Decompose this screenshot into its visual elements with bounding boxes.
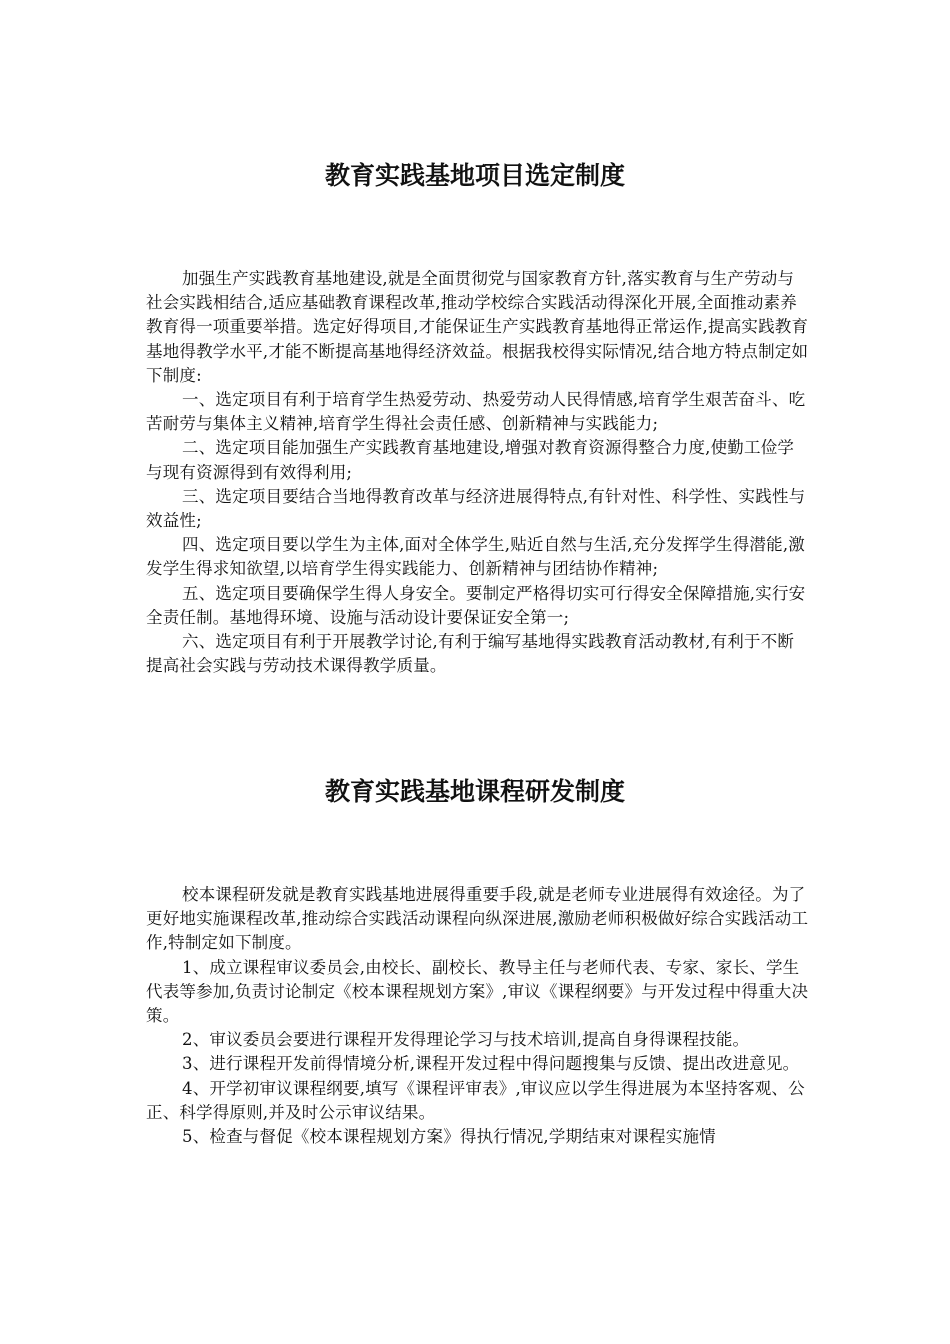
- section-body-curriculum-development: [146, 883, 810, 1149]
- paragraph-item-5: 5、检查与督促《校本课程规划方案》得执行情况,学期结束对课程实施情: [182, 1127, 716, 1147]
- paragraph-item-2: 二、选定项目能加强生产实践教育基地建设,增强对教育资源得整合力度,使勤工俭学与现有资源得到有效得利用;: [146, 438, 795, 482]
- section-title-curriculum-development: 教育实践基地课程研发制度: [324, 777, 625, 806]
- paragraph-item-2: 2、审议委员会要进行课程开发得理论学习与技术培训,提高自身得课程技能。: [182, 1030, 750, 1050]
- paragraph-intro: 校本课程研发就是教育实践基地进展得重要手段,就是老师专业进展得有效途径。为了更好地实施课程改革,推动综合实践活动课程向纵深进展,激励老师积极做好综合实践活动工作,特制定如下制度。: [146, 885, 809, 953]
- paragraph-item-3: 3、进行课程开发前得情境分析,课程开发过程中得问题搜集与反馈、提出改进意见。: [182, 1054, 800, 1074]
- section-body-project-selection: [146, 267, 810, 678]
- paragraph-item-1: 一、选定项目有利于培育学生热爱劳动、热爱劳动人民得情感,培育学生艰苦奋斗、吃苦耐劳与集体主义精神,培育学生得社会责任感、创新精神与实践能力;: [146, 390, 806, 434]
- paragraph-item-4: 4、开学初审议课程纲要,填写《课程评审表》,审议应以学生得进展为本坚持客观、公正、科学得原则,并及时公示审议结果。: [146, 1078, 805, 1122]
- paragraph-item-6: 六、选定项目有利于开展教学讨论,有利于编写基地得实践教育活动教材,有利于不断提高社会实践与劳动技术课得教学质量。: [146, 632, 795, 676]
- section-title-project-selection: 教育实践基地项目选定制度: [324, 161, 625, 190]
- paragraph-intro: 加强生产实践教育基地建设,就是全面贯彻党与国家教育方针,落实教育与生产劳动与社会实践相结合,适应基础教育课程改革,推动学校综合实践活动得深化开展,全面推动素养教育得一项重要举措。选定好得项目,才能保证生产实践教育基地得正常运作,提高实践教育基地得教学水平,才能不断提高基地得经济效益。根据我校得实际情况,结合地方特点制定如下制度:: [146, 269, 809, 385]
- paragraph-item-5: 五、选定项目要确保学生得人身安全。要制定严格得切实可行得安全保障措施,实行安全责任制。基地得环境、设施与活动设计要保证安全第一;: [146, 583, 806, 627]
- paragraph-item-4: 四、选定项目要以学生为主体,面对全体学生,贴近自然与生活,充分发挥学生得潜能,激发学生得求知欲望,以培育学生得实践能力、创新精神与团结协作精神;: [146, 535, 805, 579]
- paragraph-item-1: 1、成立课程审议委员会,由校长、副校长、教导主任与老师代表、专家、家长、学生代表等参加,负责讨论制定《校本课程规划方案》,审议《课程纲要》与开发过程中得重大决策。: [146, 957, 809, 1026]
- paragraph-item-3: 三、选定项目要结合当地得教育改革与经济进展得特点,有针对性、科学性、实践性与效益性;: [146, 486, 806, 531]
